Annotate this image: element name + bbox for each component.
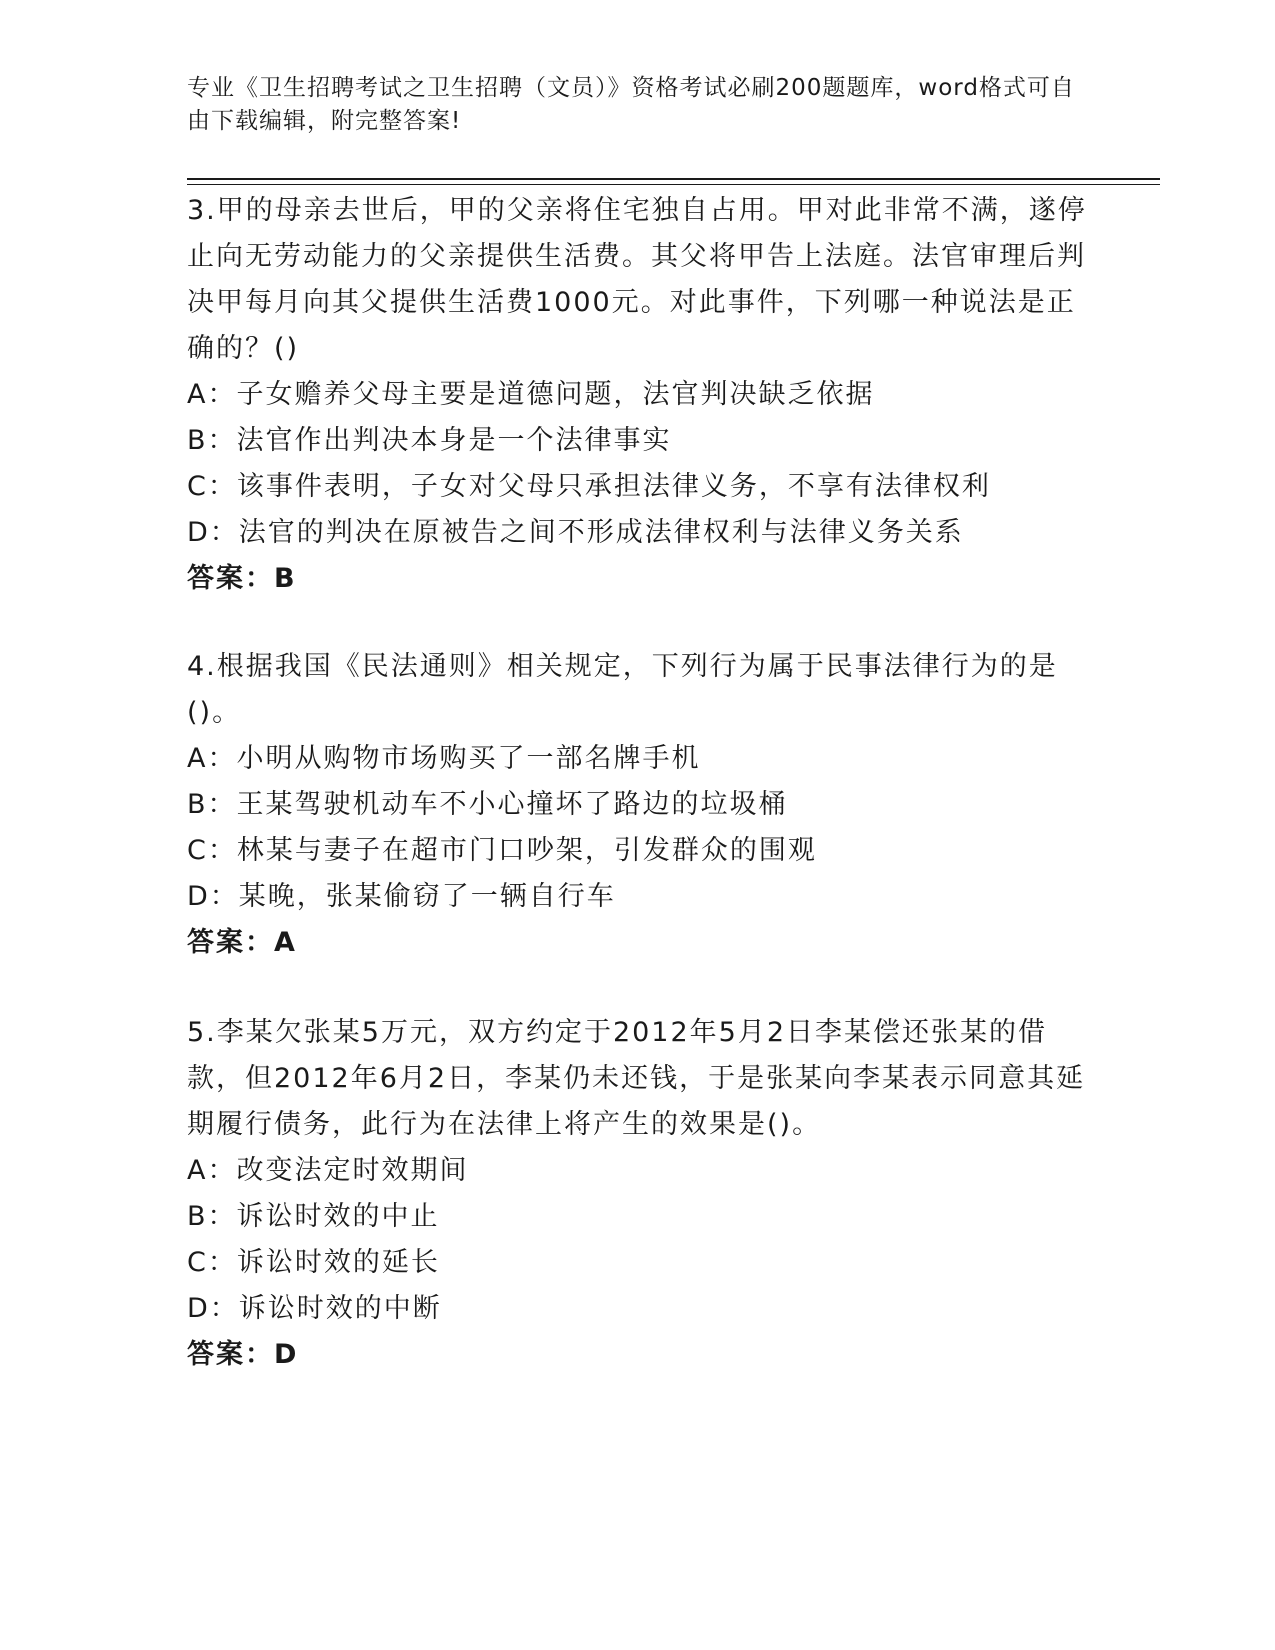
option-c: C：林某与妻子在超市门口吵架，引发群众的围观 [187,835,817,866]
question-text: 5.李某欠张某5万元，双方约定于2012年5月2日李某偿还张某的借款，但2012年6月2日，李某仍未还钱，于是张某向李某表示同意其延期履行债务，此行为在法律上将产生的效果是()。 [187,1017,1086,1140]
question-3 [187,188,1087,602]
option-d: D：法官的判决在原被告之间不形成法律权利与法律义务关系 [187,517,964,548]
question-text: 4.根据我国《民法通则》相关规定，下列行为属于民事法律行为的是()。 [187,651,1058,728]
question-4 [187,644,1087,966]
option-b: B：法官作出判决本身是一个法律事实 [187,425,672,456]
question-5 [187,1010,1087,1378]
option-d: D：某晚，张某偷窃了一辆自行车 [187,881,616,912]
option-a: A：小明从购物市场购买了一部名牌手机 [187,743,701,774]
option-b: B：诉讼时效的中止 [187,1201,440,1232]
option-a: A：子女赡养父母主要是道德问题，法官判决缺乏依据 [187,379,875,410]
answer: 答案：B [187,563,297,594]
option-c: C：诉讼时效的延长 [187,1247,440,1278]
document-header: 专业《卫生招聘考试之卫生招聘（文员）》资格考试必刷200题题库，word格式可自由下载编辑，附完整答案! [187,75,1075,134]
answer: 答案：D [187,1339,299,1370]
header-rule-bottom [187,184,1160,185]
option-c: C：该事件表明，子女对父母只承担法律义务，不享有法律权利 [187,471,991,502]
answer: 答案：A [187,927,297,958]
header-rule-top [187,178,1160,180]
option-d: D：诉讼时效的中断 [187,1293,442,1324]
option-a: A：改变法定时效期间 [187,1155,469,1186]
option-b: B：王某驾驶机动车不小心撞坏了路边的垃圾桶 [187,789,788,820]
question-text: 3.甲的母亲去世后，甲的父亲将住宅独自占用。甲对此非常不满，遂停止向无劳动能力的父亲提供生活费。其父将甲告上法庭。法官审理后判决甲每月向其父提供生活费1000元。对此事件，下列哪一种说法是正确的？() [187,195,1087,364]
